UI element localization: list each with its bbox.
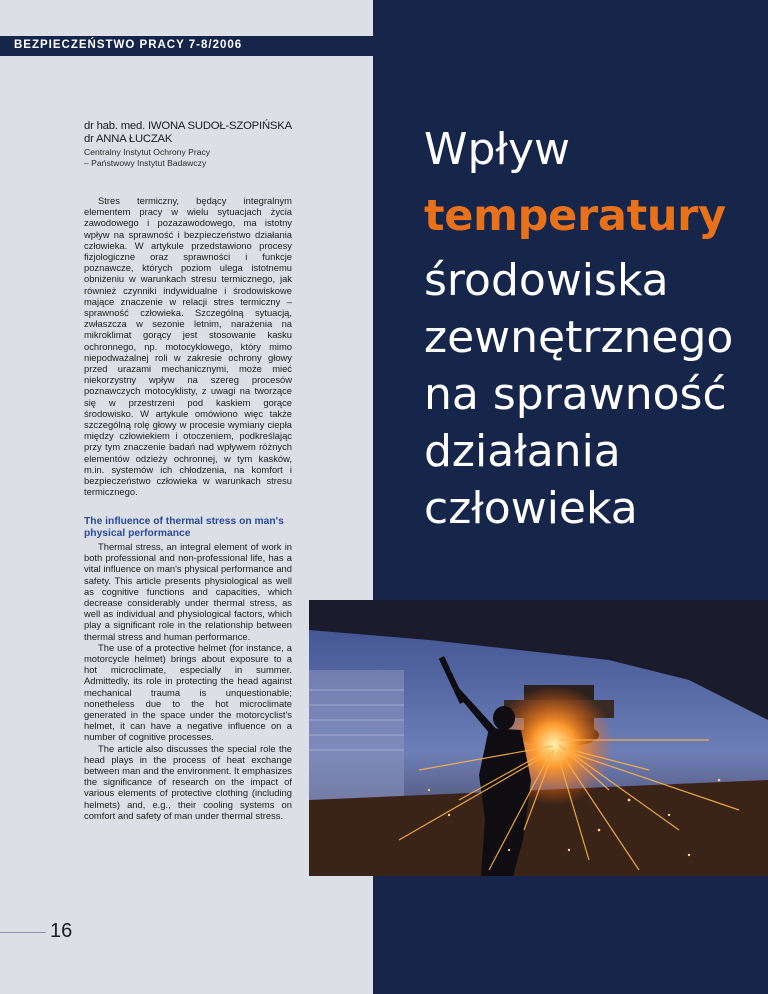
author-1: dr hab. med. IWONA SUDOŁ-SZOPIŃSKA: [84, 120, 292, 132]
page-number: 16: [50, 920, 73, 942]
abstract-english-paragraph-3: The article also discusses the special role the head plays in the process of heat exchange between man and the environment. It emphasizes the significance of research on the impact of various elements of protective clothing (including helmets) and, e.g., their cooling systems on comfort and safety of man under thermal stress.: [84, 742, 292, 821]
foundry-worker-photo: [309, 600, 768, 876]
authors-block: [84, 120, 344, 145]
title-line-7: człowieka: [424, 483, 638, 534]
title-line-4: zewnętrznego: [424, 312, 734, 363]
affiliation-block: [84, 147, 344, 168]
title-line-5: na sprawność: [424, 369, 727, 420]
journal-header-bar: [0, 36, 373, 56]
title-line-2-highlight: temperatury: [424, 191, 726, 241]
title-line-1: Wpływ: [424, 124, 570, 175]
affiliation-line-2: – Państwowy Instytut Badawczy: [84, 157, 207, 168]
abstract-polish: Stres termiczny, będący integralnym elementem pracy w wielu sytuacjach życia zawodowego i pozazawodowego, ma istotny wpływ na sprawność i bezpieczeństwo działania człowieka. W artykule przedstawiono procesy fizjologiczne oraz sprawności i funkcje poznawcze, których poziom ulega istotnemu obniżeniu w warunkach stresu termicznego, jak również czynniki indywidualne i środowiskowe mające znaczenie w relacji stres termiczny – sprawność człowieka. Szczególną sytuacją, zwłaszcza w sezonie letnim, narażenia na mikroklimat gorący jest stosowanie kasku ochronnego, np. motocyklowego, który mimo niepodważalnej roli w zakresie ochrony głowy przed urazami mechanicznymi, może mieć niekorzystny wpływ na szereg procesów poznawczych motocyklisty, z uwagi na tworzące się w przestrzeni pod kaskiem gorące środowisko. W artykule omówiono więc także szczególną rolę głowy w procesie wymiany ciepła między człowiekiem i otoczeniem, podkreślając przy tym znaczenie badań nad wpływem różnych elementów odzieży ochronnej, w tym kasków, m.in. systemów ich chłodzenia, na komfort i bezpieczeństwo człowieka w warunkach stresu termicznego.: [84, 195, 292, 498]
affiliation-line-1: Centralny Instytut Ochrony Pracy: [84, 147, 211, 157]
abstract-english-paragraph-1: Thermal stress, an integral element of work in both professional and non-professional life, has a vital influence on man's physical performance and safety. This article presents physiological as well as cognitive functions and capacities, which decrease considerably under thermal stress, as well as individual and physiological factors, which play a significant role in the relationship between thermal stress and human performance.: [84, 541, 292, 642]
title-line-3: środowiska: [424, 255, 669, 306]
journal-header-text: BEZPIECZEŃSTWO PRACY 7-8/2006: [14, 39, 243, 51]
title-line-6: działania: [424, 426, 621, 477]
article-title: [424, 120, 764, 537]
title-rest: [424, 252, 764, 537]
author-2: dr ANNA ŁUCZAK: [84, 132, 173, 145]
abstract-english-body: [84, 541, 292, 821]
abstract-english-title: The influence of thermal stress on man's physical performance: [84, 516, 284, 539]
foundry-photo-illustration: [309, 600, 768, 876]
abstract-english-paragraph-2: The use of a protective helmet (for instance, a motorcycle helmet) brings about exposure to a hot microclimate, especially in summer. Admittedly, its role in protecting the head against mechanical trauma is unquestionable; nonetheless due to the hot microclimate generated in the space under the motorcyclist's helmet, it can have a negative influence on a number of cognitive processes.: [84, 641, 292, 743]
page-number-rule: [0, 932, 46, 933]
